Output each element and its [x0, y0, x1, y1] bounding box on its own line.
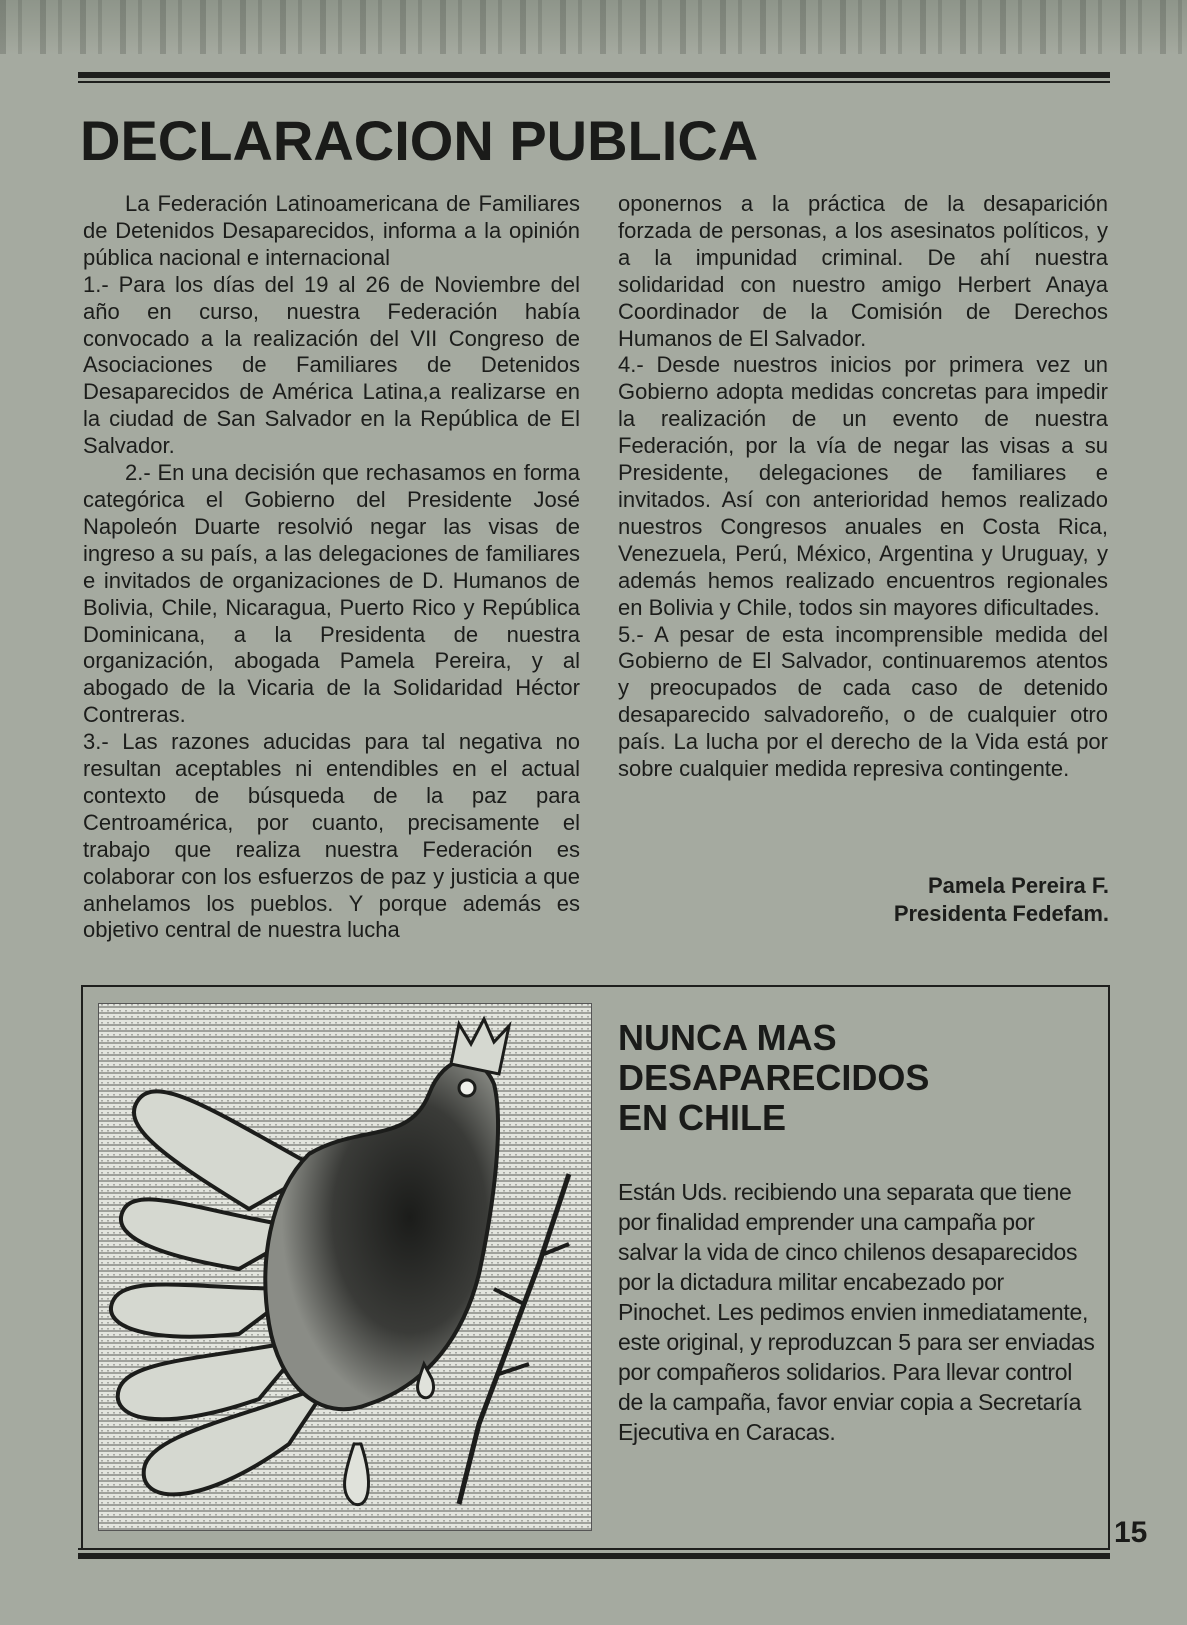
bottom-rule-thick	[78, 1553, 1110, 1559]
bottom-rule-thin	[78, 1548, 1110, 1550]
top-rule-thin	[78, 81, 1110, 83]
intro-paragraph: La Federación Latinoamericana de Familiares de Detenidos Desaparecidos, informa a la opinión pública nacional e internacional	[83, 191, 580, 270]
top-rule-thick	[78, 72, 1110, 78]
right-column	[618, 191, 1108, 783]
top-scan-band	[0, 0, 1187, 54]
campaign-body: Están Uds. recibiendo una separata que tiene por finalidad emprender una campaña por salvar la vida de cinco chilenos desaparecidos por la dictadura militar encabezado por Pinochet. Les pedimos envien inmediatamente, este original, y reproduzcan 5 para ser enviadas por compañeros solidarios. Para llevar control de la campaña, favor enviar copia a Secretaría Ejecutiva en Caracas.	[618, 1179, 1095, 1445]
point-2-paragraph: 2.- En una decisión que rechasamos en forma categórica el Gobierno del Presidente José Napoleón Duarte resolvió negar las visas de ingreso a su país, a las delegaciones de familiares e invitados de organizaciones de D. Humanos de Bolivia, Chile, Nicaragua, Puerto Rico y República Dominicana, a la Presidenta de nuestra organización, abogada Pamela Pereira, y al abogado de la Vicaria de la Solidaridad Héctor Contreras.	[83, 460, 580, 728]
point-1-paragraph: 1.- Para los días del 19 al 26 de Noviembre del año en curso, nuestra Federación había convocado a la realización del VII Congreso de Asociaciones de Familiares de Detenidos Desaparecidos de América Latina,a realizarse en la ciudad de San Salvador en la República de El Salvador.	[83, 271, 580, 459]
hand-rooster-illustration	[98, 1003, 592, 1531]
page-number: 15	[1114, 1516, 1148, 1549]
left-column	[83, 191, 580, 944]
campaign-title	[618, 1018, 929, 1138]
campaign-title-line-3: EN CHILE	[618, 1097, 787, 1138]
campaign-title-line-1: NUNCA MAS	[618, 1017, 837, 1058]
continuation-paragraph: oponernos a la práctica de la desaparición forzada de personas, a los asesinatos políticos, y a la impunidad criminal. De ahí nuestra solidaridad con nuestro amigo Herbert Anaya Coordinador de la Comisión de Derechos Humanos de El Salvador.	[618, 191, 1108, 351]
point-3-paragraph: 3.- Las razones aducidas para tal negativa no resultan aceptables ni entendibles en el actual contexto de búsqueda de la paz para Centroamérica, por cuanto, precisamente el trabajo que realiza nuestra Federación es colaborar con los esfuerzos de paz y justicia a que anhelamos los pueblos. Y porque además es objetivo central de nuestra lucha	[83, 729, 580, 943]
page-title: DECLARACION PUBLICA	[80, 109, 759, 172]
signature-block	[894, 872, 1109, 928]
point-5-paragraph: 5.- A pesar de esta incomprensible medida del Gobierno de El Salvador, continuaremos atentos y preocupados de cada caso de detenido desaparecido salvadoreño, o de cualquier otro país. La lucha por el derecho de la Vida está por sobre cualquier medida represiva contingente.	[618, 621, 1108, 782]
signature-role: Presidenta Fedefam.	[893, 901, 1109, 926]
campaign-title-line-2: DESAPARECIDOS	[618, 1057, 930, 1098]
signature-name: Pamela Pereira F.	[927, 873, 1109, 898]
point-4-paragraph: 4.- Desde nuestros inicios por primera vez un Gobierno adopta medidas concretas para impedir la realización de un evento de nuestra Federación, por la vía de negar las visas a su Presidente, delegaciones de familiares e invitados. Así con anterioridad hemos realizado nuestros Congresos anuales en Costa Rica, Venezuela, Perú, México, Argentina y Uruguay, y además hemos realizado encuentros regionales en Bolivia y Chile, todos sin mayores dificultades.	[618, 352, 1108, 620]
